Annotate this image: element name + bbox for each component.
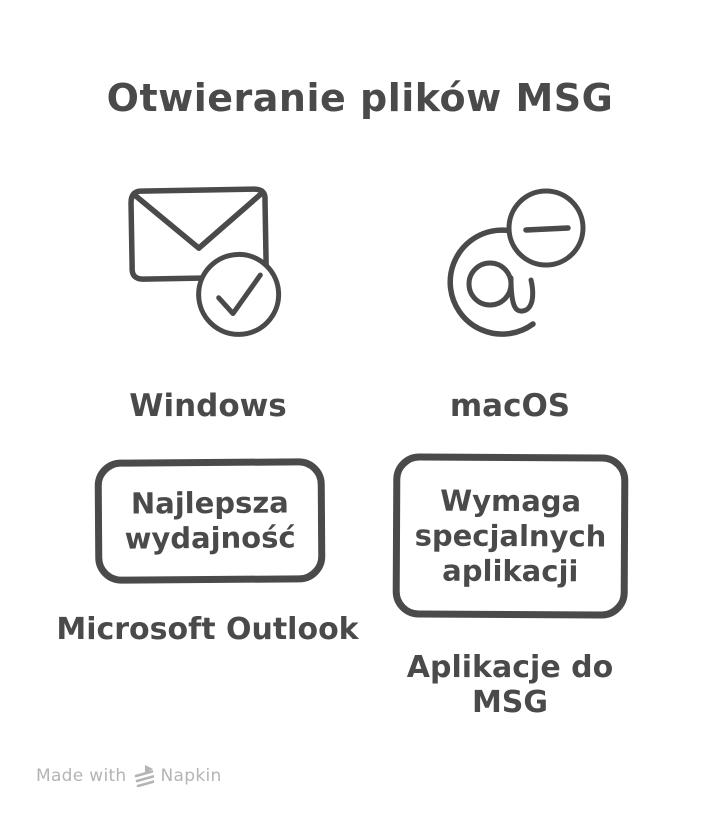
feature-box-macos-text: Wymaga specjalnych aplikacji bbox=[414, 483, 607, 588]
caption-windows: Microsoft Outlook bbox=[56, 612, 359, 647]
platform-label-macos: macOS bbox=[449, 388, 571, 424]
feature-box-windows bbox=[95, 458, 326, 584]
feature-box-macos bbox=[393, 453, 629, 618]
caption-macos: Aplikacje do MSG bbox=[406, 650, 614, 720]
platform-label-windows: Windows bbox=[129, 388, 287, 424]
diagram-title: Otwieranie plików MSG bbox=[106, 76, 614, 120]
feature-box-windows-text: Najlepsza wydajność bbox=[124, 485, 296, 556]
made-with-text: Made with bbox=[36, 765, 127, 786]
brand-text: Napkin bbox=[160, 765, 222, 786]
at-sign-minus-icon bbox=[438, 188, 593, 343]
napkin-logo-icon bbox=[134, 764, 154, 787]
footer-attribution bbox=[36, 764, 222, 787]
envelope-check-icon bbox=[125, 177, 288, 340]
